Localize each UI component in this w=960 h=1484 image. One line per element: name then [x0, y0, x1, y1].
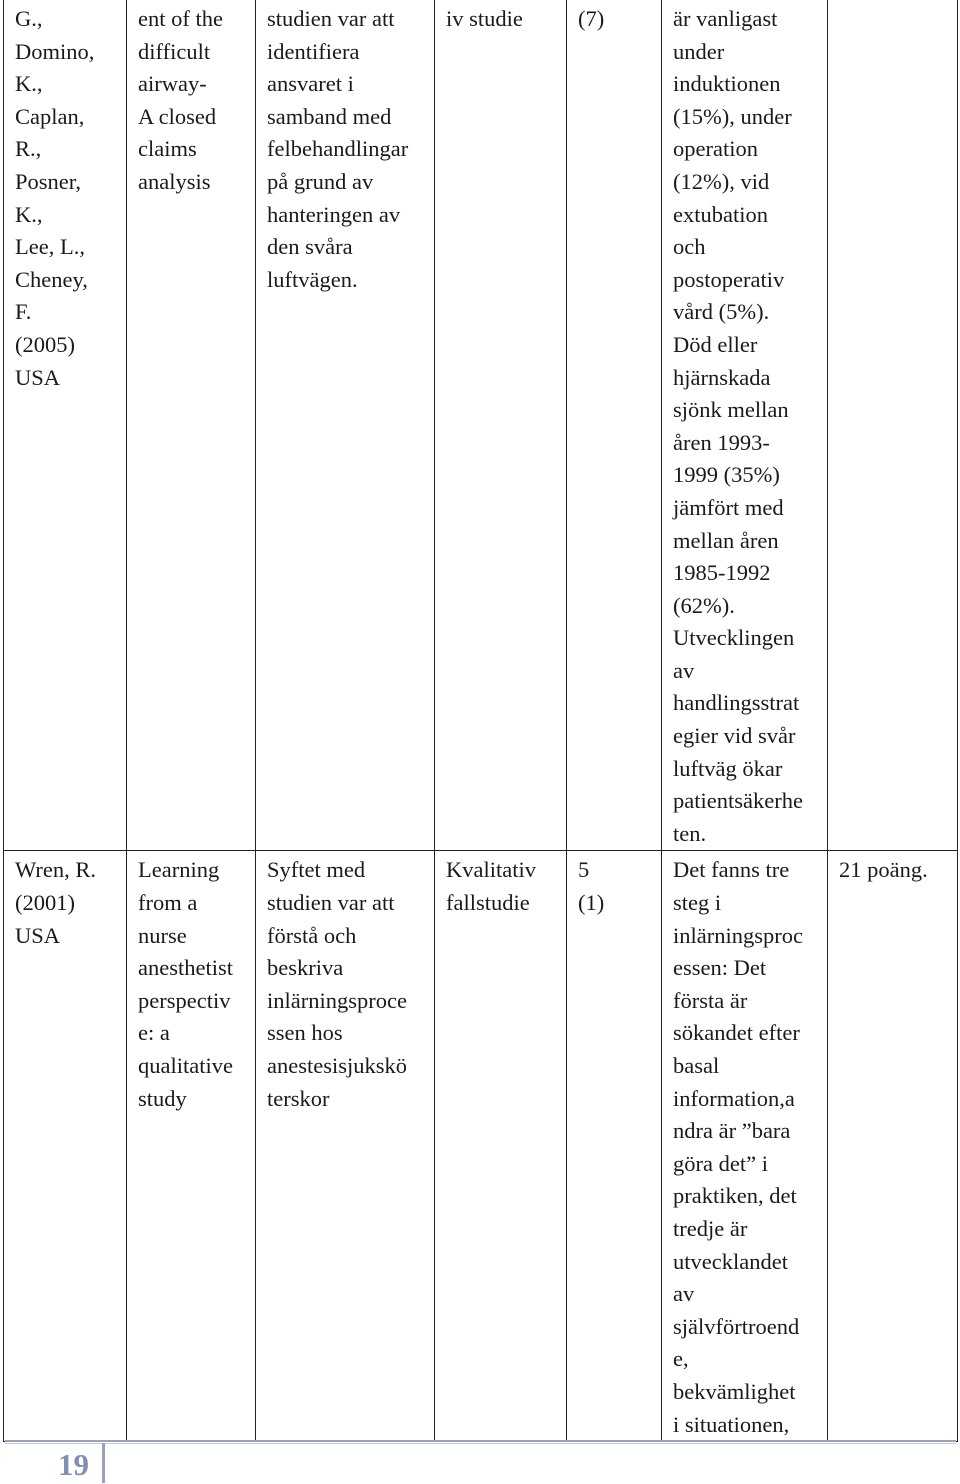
results-cell: Det fanns tre steg i inlärningsproc essen: Det första är sökandet efter basal information,a ndra är ”bara göra det” i praktiken, det tredje är utvecklandet av självförtroend e, bekvämlighet i situationen, [662, 851, 828, 1442]
title-cell: ent of the difficult airway- A closed claims analysis [127, 0, 256, 851]
page-number-separator [102, 1443, 105, 1483]
footer-divider [5, 1440, 956, 1442]
table-row [4, 0, 958, 851]
method-cell: iv studie [435, 0, 567, 851]
quality-cell [828, 0, 958, 851]
participants-cell: 5 (1) [567, 851, 662, 1442]
footer-divider-secondary [5, 1443, 956, 1444]
literature-table [3, 0, 958, 1442]
title-cell: Learning from a nurse anesthetist perspectiv e: a qualitative study [127, 851, 256, 1442]
participants-cell: (7) [567, 0, 662, 851]
quality-cell: 21 poäng. [828, 851, 958, 1442]
author-cell: Wren, R. (2001) USA [4, 851, 127, 1442]
results-cell: är vanligast under induktionen (15%), under operation (12%), vid extubation och postoperativ vård (5%). Död eller hjärnskada sjönk mellan åren 1993- 1999 (35%) jämfört med mellan åren 1985-1992 (62%). Utvecklingen av handlingsstrat egier vid svår luftväg ökar patientsäkerhe ten. [662, 0, 828, 851]
table-row [4, 851, 958, 1442]
aim-cell: studien var att identifiera ansvaret i samband med felbehandlingar på grund av hanteringen av den svåra luftvägen. [256, 0, 435, 851]
aim-cell: Syftet med studien var att förstå och beskriva inlärningsproce ssen hos anestesisjukskö terskor [256, 851, 435, 1442]
author-cell: G., Domino, K., Caplan, R., Posner, K., Lee, L., Cheney, F. (2005) USA [4, 0, 127, 851]
page-number: 19 [58, 1447, 89, 1482]
method-cell: Kvalitativ fallstudie [435, 851, 567, 1442]
